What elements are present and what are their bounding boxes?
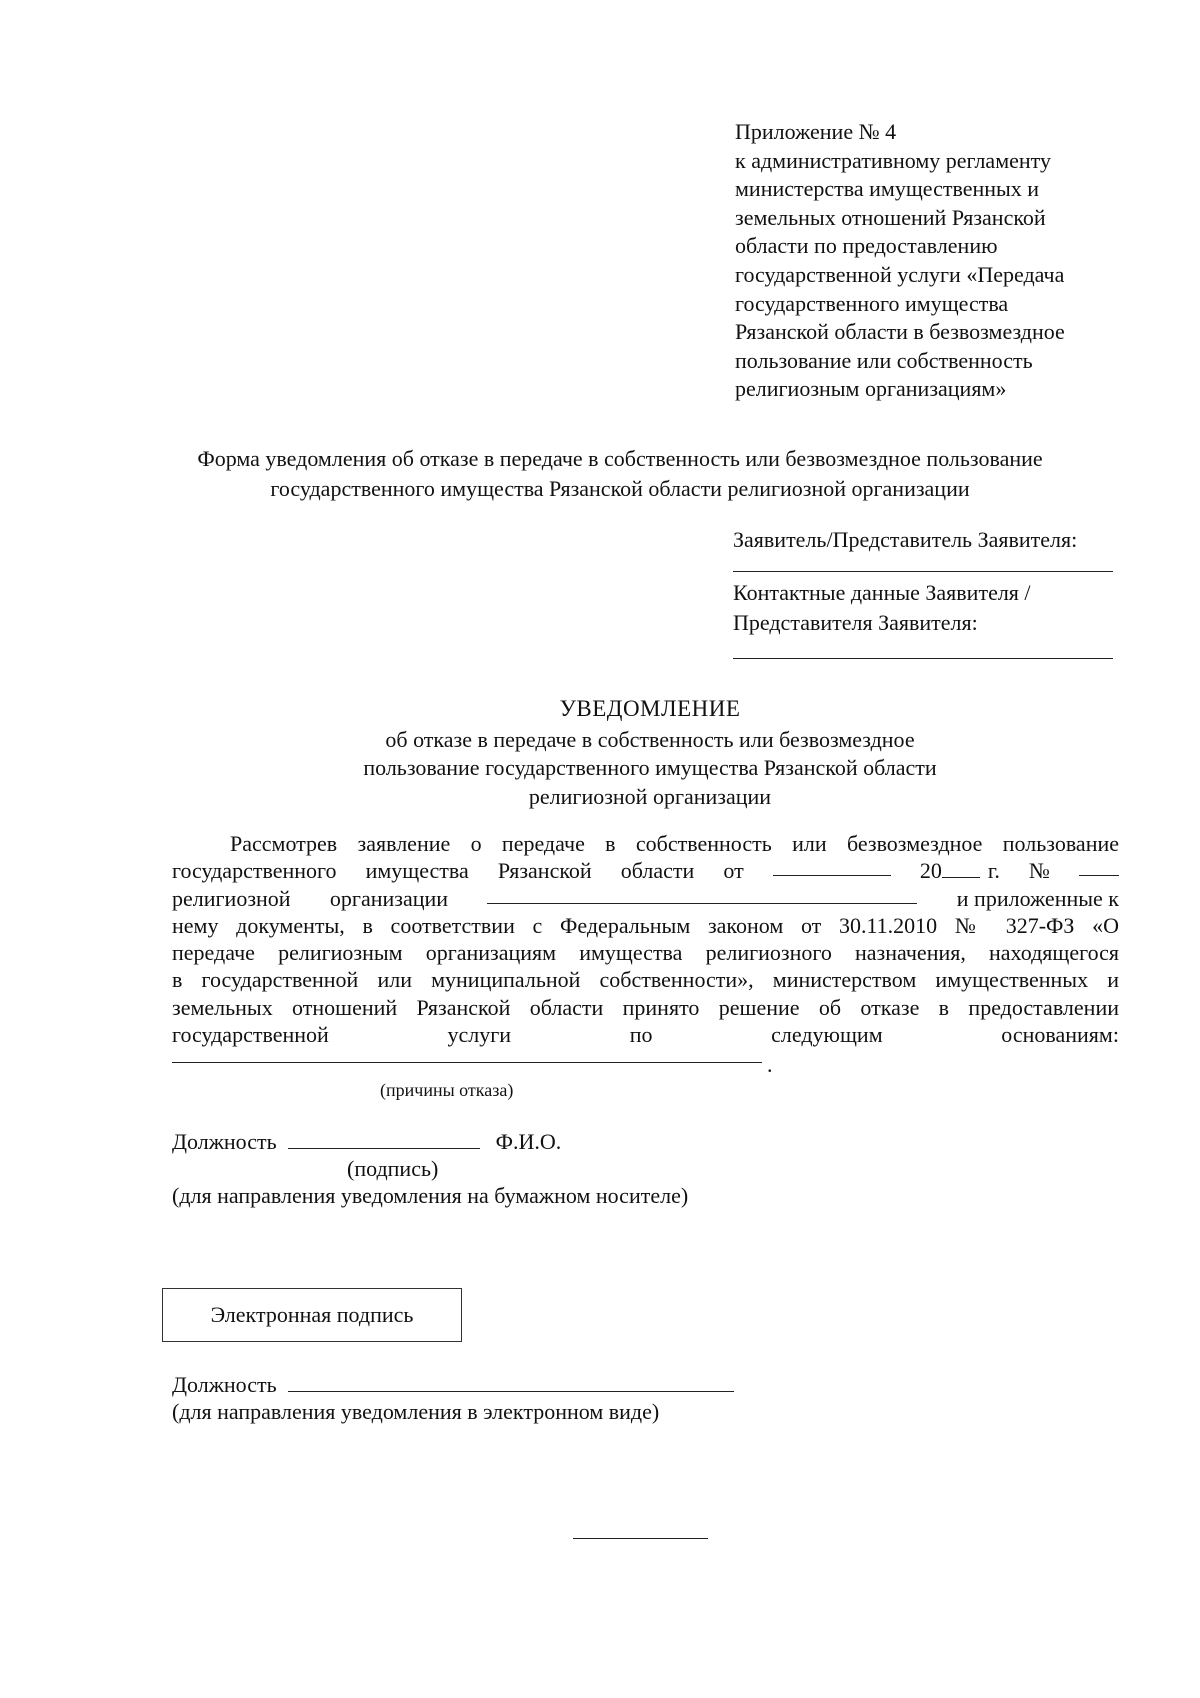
appendix-line: пользование или собственность [735,347,1033,373]
contacts-fill-line [733,658,1113,659]
body-word: основаниям: [1001,1022,1119,1048]
signature-blank [288,1130,480,1149]
number-sign: № [1028,858,1050,884]
body-word: организации [329,885,449,911]
notice-subtitle-3: религиозной организации [528,783,772,809]
body-word: религиозной [172,885,291,911]
body-word: и приложенные к [956,885,1119,911]
body-word: Рязанской [497,858,592,884]
body-line-1 [172,830,1119,857]
electronic-signature-label: Электронная подпись [210,1302,414,1327]
fio-label: Ф.И.О. [495,1129,562,1154]
body-text-span: земельных отношений Рязанской области принято решение об отказе в предоставлении [172,994,1119,1020]
body-line-7 [172,994,1119,1021]
body-word: от [723,858,744,884]
position-label: Должность [172,1372,277,1397]
electronic-signature-block [172,1371,872,1425]
notice-subtitle-1: об отказе в передаче в собственность или безвозмездное [385,726,915,752]
electronic-position-row [172,1371,872,1398]
position-label: Должность [172,1129,277,1154]
appendix-line: Рязанской области в безвозмездное [735,319,1065,345]
appendix-line: государственного имущества [735,290,1009,316]
year-suffix: г. [987,858,1000,884]
body-word: следующим [771,1022,883,1048]
year-field [920,857,1000,884]
form-title-line-2: государственного имущества Рязанской области религиозной организации [270,476,970,501]
appendix-line: Приложение № 4 [735,119,897,144]
body-word: области [620,858,695,884]
end-of-document-line [573,1538,708,1539]
body-line-4 [172,912,1119,939]
organization-blank [487,885,917,904]
body-word: имущества [365,858,469,884]
notice-heading-block [150,695,1150,811]
paper-note: (для направления уведомления на бумажном носителе) [172,1183,689,1208]
number-blank [1079,857,1119,876]
appendix-line: государственной услуги «Передача [735,261,1065,287]
applicant-block [733,525,1123,659]
contacts-label-2: Представителя Заявителя: [733,610,978,635]
body-text-span: нему документы, в соответствии с Федеральным законом от 30.11.2010 № 327-ФЗ «О [172,912,1119,938]
appendix-line: земельных отношений Рязанской [735,204,1046,230]
notice-body [172,830,1119,1048]
appendix-line: области по предоставлению [735,233,998,259]
electronic-note: (для направления уведомления в электронном виде) [172,1399,660,1424]
form-title [150,444,1090,504]
applicant-fill-line [733,571,1113,572]
body-word: государственной [172,1022,329,1048]
notice-heading: УВЕДОМЛЕНИЕ [559,696,741,721]
electronic-position-blank [288,1373,734,1392]
body-text-span: передаче религиозным организациям имущества религиозного назначения, находящегося [172,940,1119,966]
body-line-5 [172,939,1119,966]
reasons-fill-line [172,1062,762,1063]
body-line-6 [172,966,1119,993]
signature-caption: (подпись) [347,1156,439,1181]
body-line-2 [172,857,1119,884]
appendix-line: к административному регламенту [735,147,1051,173]
paper-position-row [172,1128,872,1155]
date-blank [773,857,891,876]
reasons-period: . [767,1052,773,1077]
appendix-line: министерства имущественных и [735,176,1040,202]
body-word: по [629,1022,653,1048]
body-text-span: в государственной или муниципальной собственности», министерством имущественных и [172,967,1119,993]
notice-subtitle-2: пользование государственного имущества Рязанской области [363,755,937,780]
appendix-line: религиозным организациям» [735,376,1007,402]
electronic-signature-stamp [162,1288,462,1342]
body-text-span: Рассмотрев заявление о передаче в собственность или безвозмездное пользование [230,831,1119,856]
form-title-line-1: Форма уведомления об отказе в передаче в собственность или безвозмездное пользование [197,446,1043,471]
reasons-caption: (причины отказа) [380,1080,514,1100]
body-line-3 [172,885,1119,912]
appendix-header [735,118,1135,404]
contacts-label-1: Контактные данные Заявителя / [733,580,1031,605]
body-word: услуги [447,1022,512,1048]
refusal-reasons [172,1052,792,1100]
year-blank [942,859,980,878]
paper-signature-block [172,1128,872,1209]
year-prefix: 20 [919,858,942,884]
body-word: государственного [172,858,337,884]
body-line-8 [172,1021,1119,1048]
applicant-label: Заявитель/Представитель Заявителя: [733,527,1078,552]
